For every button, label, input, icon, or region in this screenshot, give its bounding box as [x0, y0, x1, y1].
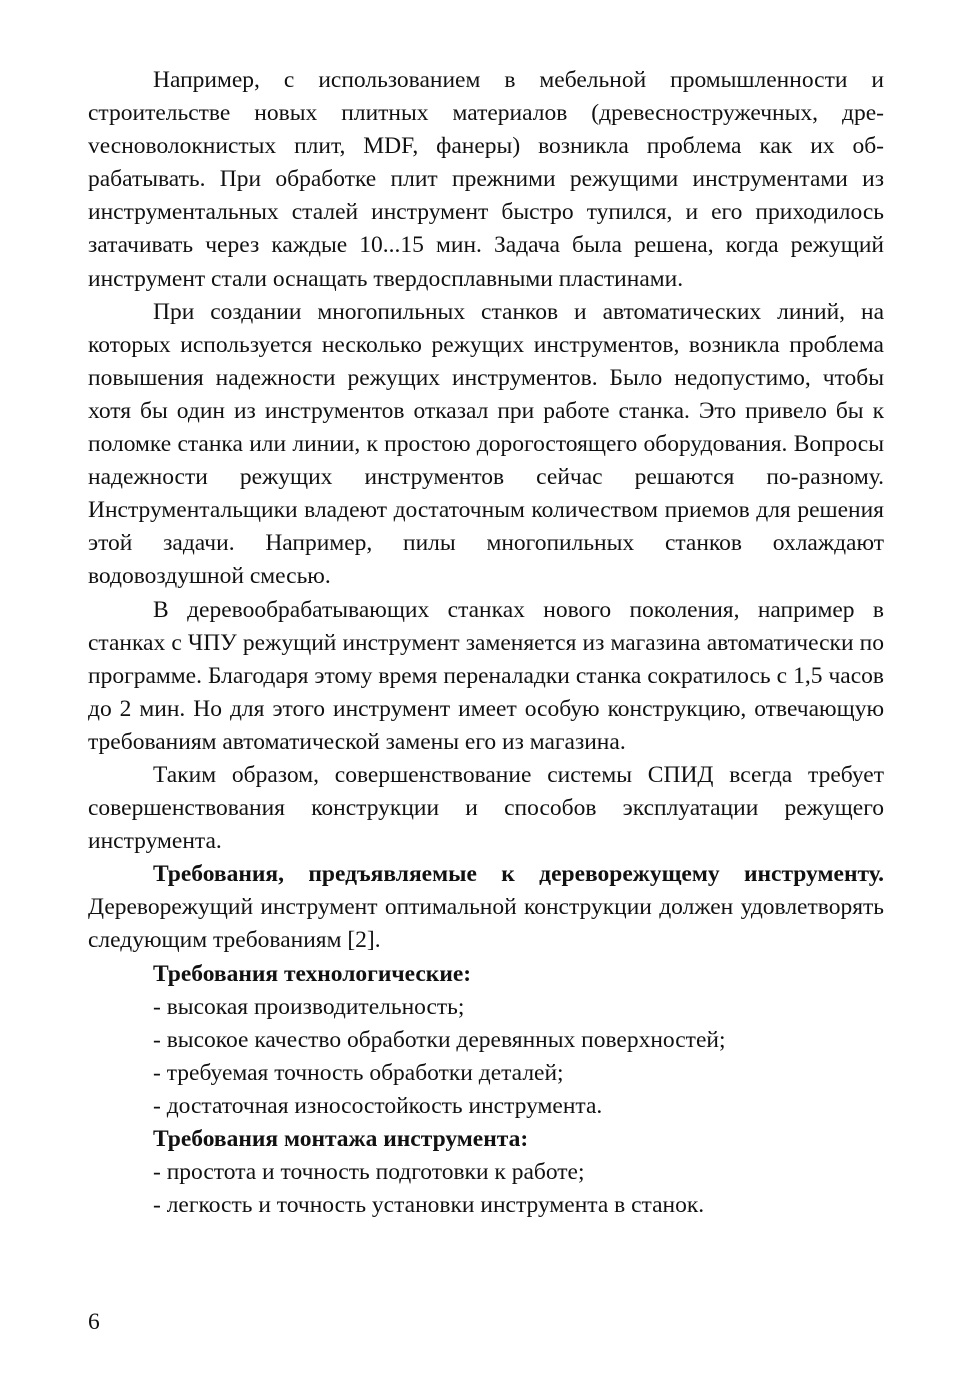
list-item: - высокая производительность; — [153, 993, 465, 1020]
page-body — [88, 64, 884, 1222]
list-item: - простота и точность подготовки к работе; — [153, 1159, 585, 1186]
list-item: - достаточная износостойкость инструмента. — [153, 1092, 603, 1119]
list-item: - высокое качество обработки деревянных поверхностей; — [153, 1026, 726, 1053]
requirements-intro: Дереворежущий инструмент оптимальной конструкции должен удовлетворять следующим требованиям [2]. — [88, 894, 884, 954]
paragraph-cnc: В деревообрабатывающих станках нового поколения, например в станках с ЧПУ режущий инструмент заменяется из магазина автоматически по программе. Благодаря этому время переналадки станка сократилось с 1,5 часов до 2 мин. Но для этого инструмент имеет особую конструкцию, отвечающую требованиям автоматической замены его из магазина. — [88, 596, 884, 755]
list-item: - требуемая точность обработки деталей; — [153, 1059, 564, 1086]
paragraph-materials: Например, с использованием в мебельной промышленности и строительстве новых плитных материалов (древесностружечных, дреvесноволокнистых плит, MDF, фанеры) возникла проблема как их обрабатывать. При обработке плит прежними режущими инструментами из инструментальных сталей инструмент быстро тупился, и его приходилось затачивать через каждые 10...15 мин. Задача была решена, когда режущий инструмент стали оснащать твердосплавными пластинами. — [88, 67, 884, 292]
tech-requirements-list — [88, 991, 884, 1123]
page-number: 6 — [88, 1309, 100, 1335]
tech-requirements-heading: Требования технологические: — [153, 960, 472, 987]
list-item: - легкость и точность установки инструмента в станок. — [153, 1192, 705, 1219]
mount-requirements-heading: Требования монтажа инструмента: — [153, 1126, 529, 1152]
requirements-heading: Требования, предъявляемые к дереворежущему инструменту. — [153, 861, 884, 888]
paragraph-spid: Таким образом, совершенствование системы СПИД всегда требует совершенствования конструкции и способов эксплуатации режущего инструмента. — [88, 761, 884, 855]
paragraph-reliability: При создании многопильных станков и автоматических линий, на которых используется несколько режущих инструментов, возникла проблема повышения надежности режущих инструментов. Было недопустимо, чтобы хотя бы один из инструментов отказал при работе станка. Это привело бы к поломке станка или линии, к простою дорогостоящего оборудования. Вопросы надежности режущих инструментов сейчас решаются по-разному. Инструментальщики владеют достаточным количеством приемов для решения этой задачи. Например, пилы многопильных станков охлаждают водовоздушной смесью. — [88, 298, 884, 590]
paragraph-requirements — [88, 858, 884, 957]
mount-requirements-list — [88, 1156, 884, 1222]
